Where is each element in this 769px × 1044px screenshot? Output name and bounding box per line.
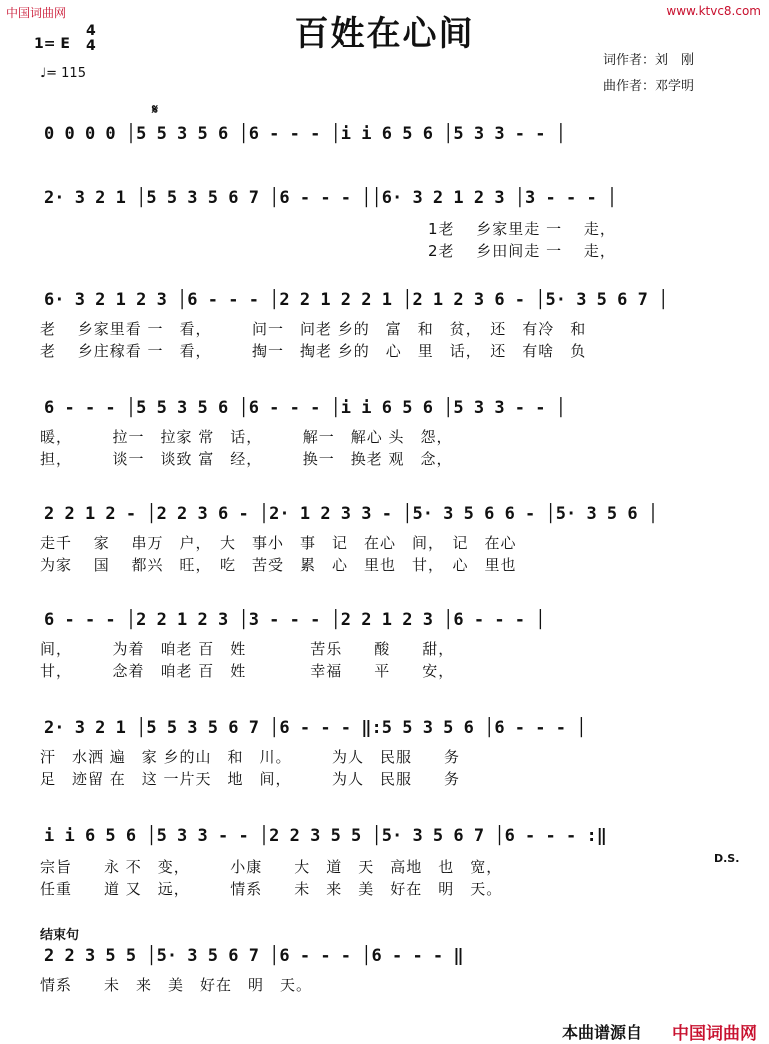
- lyrics-row-8-verse-1: 宗旨 永 不 变， 小康 大 道 天 高地 也 宽，: [40, 858, 503, 876]
- lyrics-row-3-verse-2: 老 乡庄稼看 一 看， 掏一 掏老 乡的 心 里 话， 还 有啥 负: [40, 342, 587, 360]
- lyrics-row-6-verse-1: 间， 为着 咱老 百 姓 苦乐 酸 甜，: [40, 640, 455, 658]
- lyrics-row-6-verse-2: 甘， 念着 咱老 百 姓 幸福 平 安，: [40, 662, 455, 680]
- time-top: 4: [86, 23, 96, 39]
- score-row-1: 0 0 0 0 │5 5 3 5 6 │6 - - - │i i 6 5 6 │5 3 3 - - │: [44, 124, 566, 144]
- lyrics-row-3-verse-1: 老 乡家里看 一 看， 问一 问老 乡的 富 和 贫， 还 有冷 和: [40, 320, 587, 338]
- score-row-4: 6 - - - │5 5 3 5 6 │6 - - - │i i 6 5 6 │5 3 3 - - │: [44, 398, 566, 418]
- score-row-5: 2 2 1 2 - │2 2 3 6 - │2· 1 2 3 3 - │5· 3 5 6 6 - │5· 3 5 6 │: [44, 504, 659, 524]
- footer-source-site: 中国词曲网: [672, 1024, 757, 1044]
- score-row-8: i i 6 5 6 │5 3 3 - - │2 2 3 5 5 │5· 3 5 6 7 │6 - - - :‖: [44, 826, 607, 846]
- lyrics-row-2-verse-1: 1老 乡家里走 一 走，: [428, 220, 616, 238]
- lyrics-row-4-verse-1: 暖， 拉一 拉家 常 话， 解一 解心 头 怨，: [40, 428, 453, 446]
- lyrics-row-7-verse-2: 足 迹留 在 这 一片天 地 间， 为人 民服 务: [40, 770, 461, 788]
- lyrics-row-4-verse-2: 担， 谈一 谈致 富 经， 换一 换老 观 念，: [40, 450, 453, 468]
- site-watermark-left: 中国词曲网: [6, 6, 67, 20]
- score-row-ending: 2 2 3 5 5 │5· 3 5 6 7 │6 - - - │6 - - - ‖: [44, 946, 464, 966]
- ds-mark: D.S.: [714, 852, 740, 865]
- time-signature: [86, 24, 96, 54]
- lyrics-row-7-verse-1: 汗 水洒 遍 家 乡的山 和 川。 为人 民服 务: [40, 748, 461, 766]
- ending-label: 结束句: [40, 928, 80, 943]
- lyrics-row-2-verse-2: 2老 乡田间走 一 走，: [428, 242, 616, 260]
- lyricist: 词作者：刘 刚: [603, 53, 695, 68]
- score-row-6: 6 - - - │2 2 1 2 3 │3 - - - │2 2 1 2 3 │6 - - - │: [44, 610, 546, 630]
- song-title: 百姓在心间: [294, 14, 475, 54]
- score-row-2: 2· 3 2 1 │5 5 3 5 6 7 │6 - - - ││6· 3 2 1 2 3 │3 - - - │: [44, 188, 618, 208]
- lyrics-row-ending: 情系 未 来 美 好在 明 天。: [40, 976, 313, 994]
- score-row-7: 2· 3 2 1 │5 5 3 5 6 7 │6 - - - ‖:5 5 3 5 6 │6 - - - │: [44, 718, 587, 738]
- lyrics-row-5-verse-1: 走千 家 串万 户， 大 事小 事 记 在心 间， 记 在心: [40, 534, 517, 552]
- site-watermark-right: www.ktvc8.com: [666, 4, 761, 18]
- score-row-3: 6· 3 2 1 2 3 │6 - - - │2 2 1 2 2 1 │2 1 2 3 6 - │5· 3 5 6 7 │: [44, 290, 669, 310]
- composer: 曲作者：邓学明: [603, 79, 695, 94]
- credits: [603, 48, 694, 100]
- key-signature: 1= E: [34, 36, 70, 52]
- tempo-mark: ♩= 115: [40, 66, 86, 81]
- lyrics-row-8-verse-2: 任重 道 又 远， 情系 未 来 美 好在 明 天。: [40, 880, 503, 898]
- lyrics-row-5-verse-2: 为家 国 都兴 旺， 吃 苦受 累 心 里也 甘， 心 里也: [40, 556, 517, 574]
- time-bottom: 4: [86, 38, 96, 54]
- footer-source-label: 本曲谱源自: [562, 1023, 643, 1042]
- segno-icon: 𝄋: [152, 102, 159, 118]
